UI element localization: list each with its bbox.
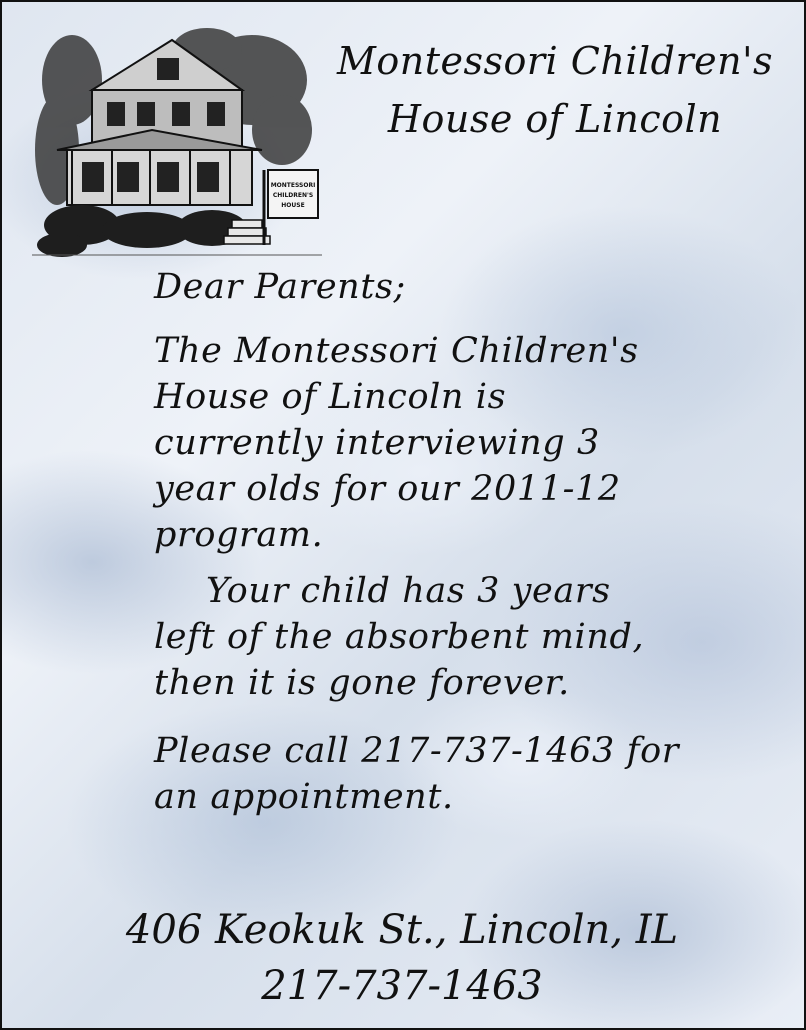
paragraph-1-line: program. bbox=[154, 515, 324, 555]
sign-text-1: MONTESSORI bbox=[270, 182, 316, 189]
letter-paragraph-3 bbox=[154, 728, 714, 820]
contact-footer bbox=[62, 902, 742, 1014]
paragraph-2-line: left of the absorbent mind, bbox=[154, 617, 645, 657]
street-address: 406 Keokuk St., Lincoln, IL bbox=[125, 907, 679, 953]
school-name-heading bbox=[320, 32, 790, 148]
letter-paragraph-2 bbox=[154, 568, 714, 706]
paragraph-1-line: year olds for our 2011-12 bbox=[154, 469, 621, 509]
letter-paragraph-1 bbox=[154, 328, 714, 558]
heading-line-1: Montessori Children's bbox=[336, 39, 774, 83]
heading-line-2: House of Lincoln bbox=[387, 97, 723, 141]
paragraph-2-line: then it is gone forever. bbox=[154, 663, 570, 703]
paragraph-1-line: The Montessori Children's bbox=[154, 331, 639, 371]
paragraph-1-line: currently interviewing 3 bbox=[154, 423, 600, 463]
sign-text-2: CHILDREN'S bbox=[272, 192, 314, 199]
phone-number: 217-737-1463 bbox=[261, 963, 543, 1009]
sign-text-3: HOUSE bbox=[281, 202, 305, 209]
paragraph-2-line: Your child has 3 years bbox=[206, 571, 611, 611]
letter-body bbox=[154, 264, 714, 820]
paragraph-1-line: House of Lincoln is bbox=[154, 377, 507, 417]
house-illustration bbox=[32, 20, 322, 260]
letter-greeting: Dear Parents; bbox=[154, 267, 406, 307]
paragraph-3-line: Please call 217-737-1463 for bbox=[154, 731, 680, 771]
paragraph-3-line: an appointment. bbox=[154, 777, 454, 817]
